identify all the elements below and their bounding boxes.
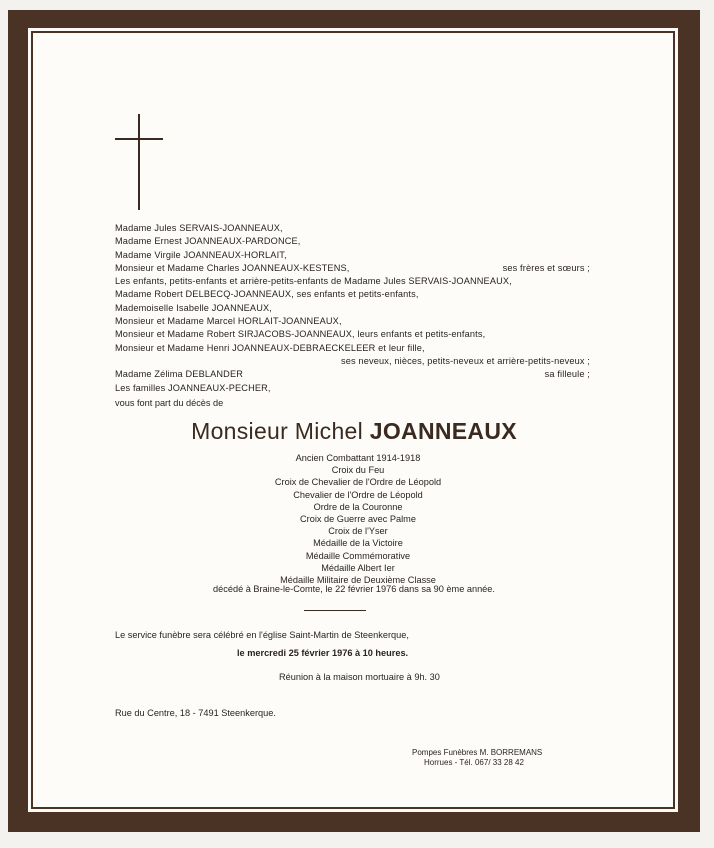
funeral-home <box>412 748 542 768</box>
mourner-line <box>115 249 590 262</box>
honour-item: Chevalier de l'Ordre de Léopold <box>293 489 423 500</box>
reunion-text: Réunion à la maison mortuaire à 9h. 30 <box>279 672 440 682</box>
mourner-relation: ses frères et sœurs ; <box>502 262 590 273</box>
mourner-name: Madame Ernest JOANNEAUX-PARDONCE, <box>115 236 301 247</box>
mourner-line <box>115 382 590 395</box>
deceased-first-name: Monsieur Michel <box>191 418 364 444</box>
service-date: le mercredi 25 février 1976 à 10 heures. <box>237 648 409 658</box>
cross-icon <box>138 114 140 210</box>
mourner-name: Monsieur et Madame Henri JOANNEAUX-DEBRAECKELEER et leur fille, <box>115 342 425 353</box>
divider <box>304 610 366 611</box>
mourner-name: Mademoiselle Isabelle JOANNEAUX, <box>115 302 272 313</box>
funeral-home-name: Pompes Funèbres M. BORREMANS <box>412 748 543 757</box>
mourner-name: Madame Robert DELBECQ-JOANNEAUX, ses enfants et petits-enfants, <box>115 289 419 300</box>
mourner-name: Les familles JOANNEAUX-PECHER, <box>115 382 271 393</box>
mourner-line <box>115 328 590 341</box>
mourner-name: Monsieur et Madame Charles JOANNEAUX-KESTENS, <box>115 262 350 273</box>
honour-item: Croix de l'Yser <box>328 526 388 537</box>
deceased-name <box>8 418 700 445</box>
mourner-line <box>115 235 590 248</box>
mourner-name: Les enfants, petits-enfants et arrière-petits-enfants de Madame Jules SERVAIS-JOANNEAUX, <box>115 276 512 287</box>
mourner-line <box>115 275 590 288</box>
mourner-name: Madame Jules SERVAIS-JOANNEAUX, <box>115 223 283 233</box>
deceased-last-name: JOANNEAUX <box>369 418 517 444</box>
announcement-text: vous font part du décès de <box>115 398 224 408</box>
mourner-line <box>115 302 590 315</box>
honour-item: Médaille Militaire de Deuxième Classe <box>280 575 436 586</box>
honour-item: Croix de Chevalier de l'Ordre de Léopold <box>274 477 442 488</box>
honour-item: Croix du Feu <box>331 465 385 476</box>
mourner-name: Monsieur et Madame Marcel HORLAIT-JOANNEAUX, <box>115 316 342 327</box>
mourner-line <box>115 315 590 328</box>
mourner-line <box>115 355 590 368</box>
honours-list <box>188 452 528 586</box>
mourner-line <box>115 288 590 301</box>
honour-item: Croix de Guerre avec Palme <box>300 514 416 525</box>
death-notice: décédé à Braine-le-Comte, le 22 février 1976 dans sa 90 ème année. <box>213 584 495 594</box>
honour-item: Médaille Commémorative <box>305 550 411 561</box>
mourners-list <box>115 222 590 395</box>
mourner-line <box>115 222 590 235</box>
address: Rue du Centre, 18 - 7491 Steenkerque. <box>115 708 276 718</box>
mourning-card <box>8 10 700 832</box>
mourner-relation: ses neveux, nièces, petits-neveux et arrière-petits-neveux ; <box>340 355 590 366</box>
honour-item: Médaille de la Victoire <box>313 538 403 549</box>
cross-icon-bar <box>115 138 163 140</box>
mourner-line <box>115 368 590 381</box>
service-text: Le service funèbre sera célébré en l'église Saint-Martin de Steenkerque, <box>115 630 409 640</box>
funeral-home-contact: Horrues - Tél. 067/ 33 28 42 <box>424 758 524 767</box>
mourner-line <box>115 342 590 355</box>
honour-item: Ordre de la Couronne <box>313 501 403 512</box>
mourner-line <box>115 262 590 275</box>
mourner-name: Madame Zélima DEBLANDER <box>115 369 244 380</box>
honour-item: Ancien Combattant 1914-1918 <box>295 453 421 463</box>
mourner-name: Monsieur et Madame Robert SIRJACOBS-JOANNEAUX, leurs enfants et petits-enfants, <box>115 329 486 340</box>
mourner-relation: sa filleule ; <box>544 369 590 380</box>
honour-item: Médaille Albert Ier <box>321 562 395 573</box>
mourner-name: Madame Virgile JOANNEAUX-HORLAIT, <box>115 249 287 260</box>
